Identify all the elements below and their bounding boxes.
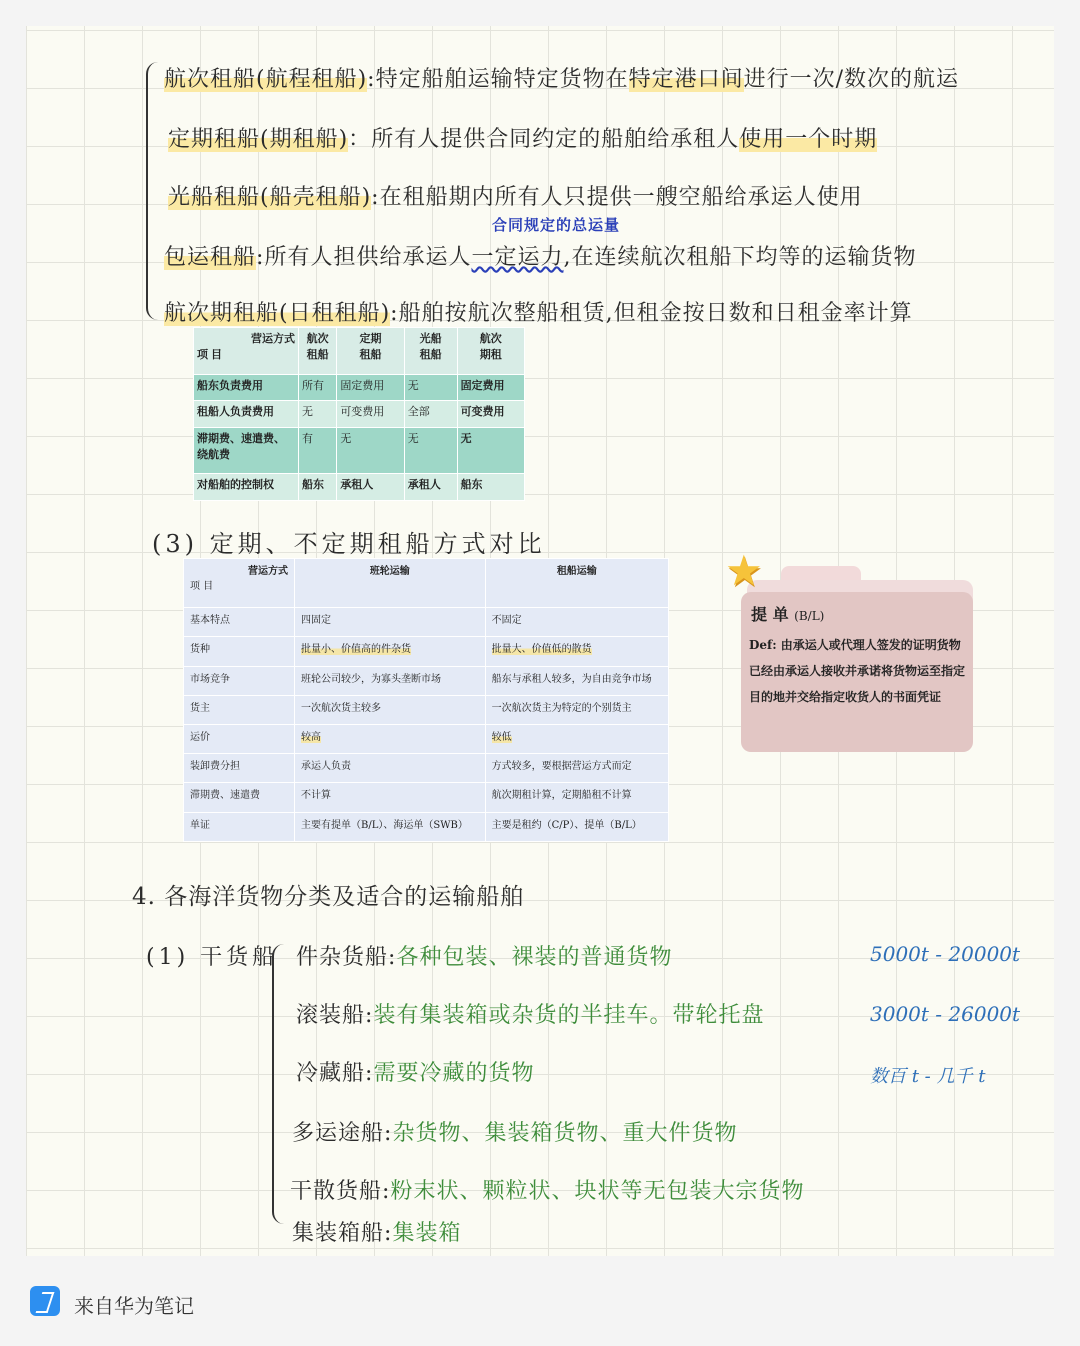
table-row: 滞期费、速遣费 不计算 航次期租计算，定期船租不计算 (184, 783, 669, 812)
table-row: 运价 较高 较低 (184, 725, 669, 754)
table-row: 租船人负责费用 无 可变费用 全部 可变费用 (194, 401, 525, 428)
term: 航次租船(航程租船) (164, 67, 368, 92)
section-3-title: (3) 定期、不定期租船方式对比 (152, 530, 546, 558)
col-header: 班轮运输 (295, 559, 486, 608)
table-row: 船东负责费用 所有 固定费用 无 固定费用 (194, 374, 525, 401)
card-body: Def: 由承运人或代理人签发的证明货物已经由承运人接收并承诺将货物运至指定目的地并交给指定收货人的书面凭证 (749, 638, 966, 704)
charter-brace (146, 62, 162, 320)
table-row: 货主 一次航次货主较多 一次航次货主为特定的个别货主 (184, 695, 669, 724)
huawei-notes-icon (30, 1286, 60, 1316)
section-4-title: 4. 各海洋货物分类及适合的运输船舶 (132, 884, 525, 910)
table-row: 滞期费、速遣费、绕航费 有 无 无 无 (194, 427, 525, 474)
charter-line-2: 定期租船(期租船)：所有人提供合同约定的船舶给承租人使用一个时期 (168, 127, 878, 152)
table-row: 对船舶的控制权 船东 承租人 承租人 船东 (194, 474, 525, 501)
table-row: 单证 主要有提单（B/L）、海运单（SWB） 主要是租约（C/P）、提单（B/L） (184, 812, 669, 841)
ship-row: 集装箱船:集装箱 (292, 1221, 462, 1246)
footer-label: 来自华为笔记 (74, 1296, 194, 1318)
card-title: 提 单 (B/L) (751, 605, 825, 624)
ship-row: 滚装船:装有集装箱或杂货的半挂车。带轮托盘 (296, 1003, 765, 1028)
table-corner: 营运方式 项 目 (184, 559, 295, 608)
dry-cargo-ship-label: (1) 干货船 (146, 945, 279, 970)
ship-row: 干散货船:粉末状、颗粒状、块状等无包装大宗货物 (290, 1179, 805, 1204)
col-header: 光船 租船 (404, 328, 457, 375)
star-icon: ★ (725, 546, 763, 595)
charter-line-1: 航次租船(航程租船):特定船舶运输特定货物在特定港口间进行一次/数次的航运 (164, 67, 960, 92)
ships-brace (272, 944, 286, 1224)
col-header: 租船运输 (485, 559, 668, 608)
table-row: 货种 批量小、价值高的件杂货 批量大、价值低的散货 (184, 637, 669, 666)
annotation-total-volume: 合同规定的总运量 (492, 216, 621, 234)
bill-of-lading-card (725, 546, 973, 752)
tonnage: 3000t - 26000t (870, 1002, 1021, 1026)
ship-row: 冷藏船:需要冷藏的货物 (296, 1061, 535, 1086)
col-header: 定期 租船 (337, 328, 404, 375)
col-header: 航次 期租 (457, 328, 524, 375)
footer (0, 1270, 1080, 1346)
tonnage: 数百 t - 几千 t (870, 1066, 986, 1087)
charter-comparison-table (193, 327, 525, 501)
table-row: 装卸费分担 承运人负责 方式较多，要根据营运方式而定 (184, 754, 669, 783)
charter-line-4: 包运租船:所有人担供给承运人一定运力,在连续航次租船下均等的运输货物 (164, 245, 917, 270)
table-corner: 营运方式 项 目 (194, 328, 299, 375)
liner-vs-charter-table (183, 558, 669, 842)
tonnage: 5000t - 20000t (870, 942, 1021, 966)
col-header: 航次 租船 (299, 328, 337, 375)
charter-line-5: 航次期租船(日租租船):船舶按航次整船租赁,但租金按日数和日租金率计算 (164, 301, 913, 326)
table-row: 市场竞争 班轮公司较少，为寡头垄断市场 船东与承租人较多，为自由竞争市场 (184, 666, 669, 695)
charter-line-3: 光船租船(船壳租船):在租船期内所有人只提供一艘空船给承运人使用 (168, 185, 863, 210)
table-row: 基本特点 四固定 不固定 (184, 608, 669, 637)
ship-row: 件杂货船:各种包装、裸装的普通货物 (296, 945, 673, 970)
ship-row: 多运途船:杂货物、集装箱货物、重大件货物 (292, 1121, 738, 1146)
